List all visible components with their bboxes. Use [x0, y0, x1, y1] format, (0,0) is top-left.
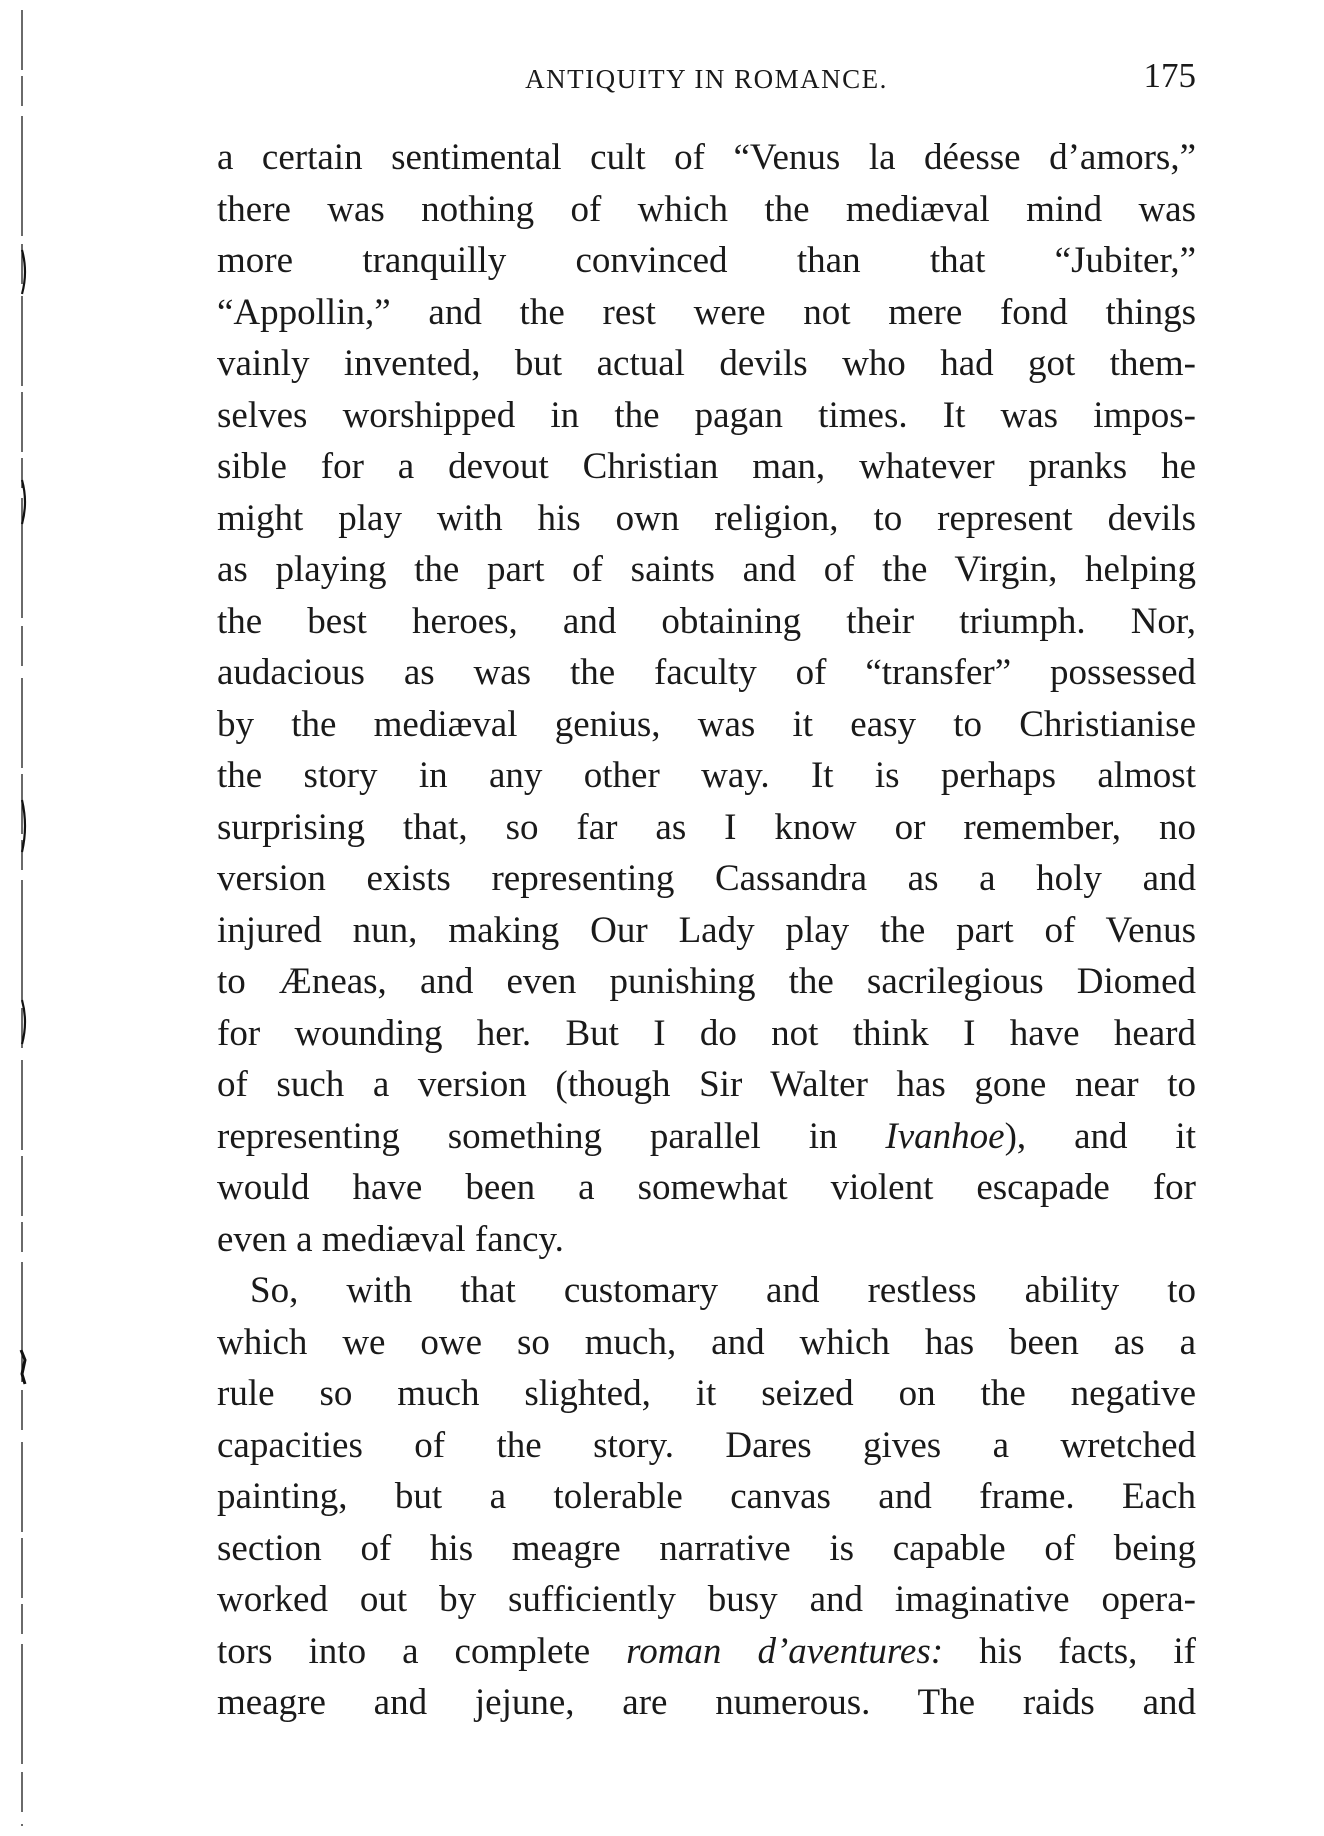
text-line: [217, 802, 1196, 854]
text-line: [217, 1162, 1196, 1214]
text-line: [217, 596, 1196, 648]
text-line: [217, 287, 1196, 339]
binding-margin-marks: [18, 10, 32, 1826]
text-segment: vainly invented, but actual devils who had got them-: [217, 343, 1196, 384]
text-segment: sible for a devout Christian man, whatever pranks he: [217, 446, 1196, 487]
running-head: [217, 56, 1196, 106]
text-segment: might play with his own religion, to represent devils: [217, 497, 1196, 539]
text-segment: So, with that customary and restless ability to: [250, 1270, 1196, 1311]
text-line: [217, 699, 1196, 751]
text-segment: more tranquilly convinced than that “Jubiter,”: [217, 240, 1196, 281]
text-line: [217, 1059, 1196, 1111]
text-line: [217, 1574, 1196, 1626]
italic-text: roman d’aventures:: [626, 1630, 944, 1672]
text-line: [217, 1677, 1196, 1729]
text-line: [217, 1008, 1196, 1060]
text-segment: section of his meagre narrative is capable of being: [217, 1527, 1196, 1569]
text-line: [217, 1420, 1196, 1472]
text-segment: as playing the part of saints and of the Virgin, helping: [217, 549, 1196, 590]
text-segment: a certain sentimental cult of “Venus la déesse d’amors,”: [217, 137, 1196, 178]
text-line: [217, 905, 1196, 957]
text-segment: rule so much slighted, it seized on the negative: [217, 1373, 1196, 1414]
text-line: [217, 1214, 1196, 1266]
text-segment: to Æneas, and even punishing the sacrilegious Diomed: [217, 961, 1196, 1002]
text-segment: of such a version (though Sir Walter has gone near to: [217, 1064, 1196, 1105]
text-line: [217, 1265, 1196, 1317]
text-line: [217, 647, 1196, 699]
text-line: [217, 544, 1196, 596]
text-line: [217, 1111, 1196, 1163]
text-line: [217, 956, 1196, 1008]
text-segment: worked out by sufficiently busy and imaginative opera-: [217, 1579, 1196, 1620]
text-segment: ), and it: [1004, 1115, 1196, 1157]
text-segment: tors into a complete: [217, 1630, 627, 1672]
text-line: [217, 1317, 1196, 1369]
text-segment: version exists representing Cassandra as a holy and: [217, 858, 1196, 899]
text-line: [217, 390, 1196, 442]
text-segment: for wounding her. But I do not think I have heard: [217, 1012, 1196, 1054]
text-segment: capacities of the story. Dares gives a wretched: [217, 1424, 1196, 1466]
italic-text: Ivanhoe: [885, 1115, 1005, 1157]
text-segment: painting, but a tolerable canvas and frame. Each: [217, 1476, 1196, 1517]
text-segment: would have been a somewhat violent escapade for: [217, 1167, 1196, 1208]
text-segment: “Appollin,” and the rest were not mere fond things: [217, 291, 1196, 333]
text-line: [217, 1523, 1196, 1575]
page-number: 175: [1143, 56, 1196, 95]
text-segment: injured nun, making Our Lady play the part of Venus: [217, 909, 1196, 951]
text-line: [217, 493, 1196, 545]
text-segment: even a mediæval fancy.: [217, 1218, 564, 1260]
text-line: [217, 132, 1196, 184]
text-line: [217, 1626, 1196, 1678]
text-line: [217, 853, 1196, 905]
text-line: [217, 750, 1196, 802]
text-line: [217, 338, 1196, 390]
text-segment: by the mediæval genius, was it easy to Christianise: [217, 703, 1196, 745]
text-segment: his facts, if: [943, 1630, 1196, 1672]
text-segment: representing something parallel in: [217, 1115, 886, 1157]
text-segment: the story in any other way. It is perhaps almost: [217, 755, 1196, 796]
text-line: [217, 235, 1196, 287]
text-segment: the best heroes, and obtaining their triumph. Nor,: [217, 600, 1196, 642]
running-title: ANTIQUITY IN ROMANCE.: [525, 64, 888, 94]
text-line: [217, 184, 1196, 236]
text-segment: there was nothing of which the mediæval mind was: [217, 188, 1196, 230]
text-segment: which we owe so much, and which has been as a: [217, 1321, 1196, 1363]
text-segment: audacious as was the faculty of “transfer” possessed: [217, 652, 1196, 693]
text-segment: surprising that, so far as I know or remember, no: [217, 806, 1196, 848]
text-segment: meagre and jejune, are numerous. The raids and: [217, 1682, 1196, 1723]
text-line: [217, 441, 1196, 493]
text-line: [217, 1471, 1196, 1523]
text-segment: selves worshipped in the pagan times. It was impos-: [217, 394, 1196, 436]
text-line: [217, 1368, 1196, 1420]
body-text: [217, 132, 1196, 1729]
